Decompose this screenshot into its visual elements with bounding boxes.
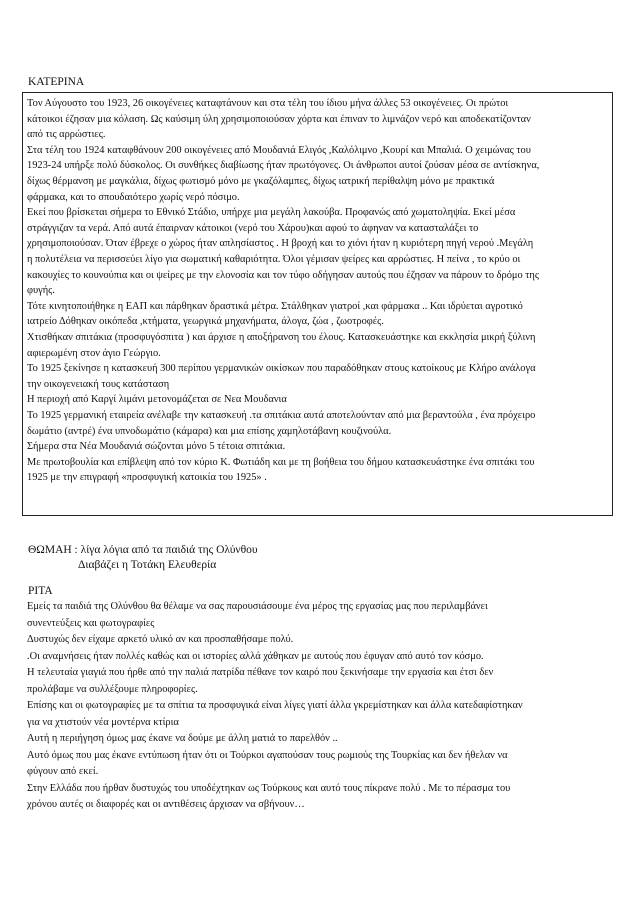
- section3-line: Επίσης και οι φωτογραφίες με τα σπίτια τα προσφυγικά είναι λίγες γιατί άλλα γκρεμίστηκαν και άλλα κατεδαφίστηκαν: [27, 700, 523, 711]
- section3-line: Αυτή η περιήγηση όμως μας έκανε να δούμε με άλλη ματιά το παρελθόν ..: [27, 733, 338, 744]
- section1-line: Το 1925 γερμανική εταιρεία ανέλαβε την κατασκευή .τα σπιτάκια αυτά αποτελούνταν από μια βεραντούλα , ένα πρόχειρο: [27, 410, 536, 421]
- speaker-thomai: ΘΩΜΑΗ : λίγα λόγια από τα παιδιά της Ολύνθου: [28, 544, 258, 556]
- section1-line: δωμάτιο (αντρέ) ένα υπνοδωμάτιο (κάμαρα) και μια επίσης χαμηλοτάβανη κουζινούλα.: [27, 425, 392, 437]
- section3-line: Στην Ελλάδα που ήρθαν δυστυχώς του υποδέχτηκαν ως Τούρκους και αυτό τους πίκρανε πολύ . Με το πέρασμα του: [27, 782, 511, 794]
- section1-line: 1923-24 υπήρξε πολύ δύσκολος. Οι συνθήκες διαβίωσης ήταν πρωτόγονες. Οι άνθρωποι αυτοί ζούσαν μέσα σε αντίσκηνα,: [27, 160, 540, 172]
- section1-line: στράγγιζαν τα νερά. Από αυτά έπαιρναν κάτοικοι (νερό του Χάρου)και αφού το άφηναν να κατασταλάξει το: [27, 222, 479, 234]
- section3-line: χρόνου αυτές οι διαφορές και οι αντιθέσεις άρχισαν να σβήνουν…: [27, 799, 305, 810]
- section3-line: Εμείς τα παιδιά της Ολύνθου θα θέλαμε να σας παρουσιάσουμε ένα μέρος της εργασίας μας που περιλαμβάνει: [27, 601, 488, 612]
- section3-line: για να χτιστούν νέα μοντέρνα κτίρια: [27, 716, 179, 728]
- section3-line: .Οι αναμνήσεις ήταν πολλές καθώς και οι ιστορίες αλλά χάθηκαν με αυτούς που έφυγαν από αυτό τον κόσμο.: [27, 650, 484, 662]
- section1-line: χρησιμοποιούσαν. Όταν έβρεχε ο χώρος ήταν απλησίαστος . Η βροχή και το χιόνι ήταν η κυριότερη πηγή νερού .Μεγάλη: [27, 238, 534, 250]
- section1-line: φυγής.: [27, 285, 55, 297]
- section1-line: Χτισθήκαν σπιτάκια (προσφυγόσπιτα ) και άρχισε η αποξήρανση του έλους. Κατασκευάστηκε και εκκλησία μικρή ξύλινη: [27, 332, 536, 343]
- section1-line: κακουχίες το κουνούπια και οι ψείρες με την ελονοσία και τον τύφο οδήγησαν αυτούς που έζησαν να πάρουν το δρόμο της: [27, 269, 539, 281]
- section3-line: φύγουν από εκεί.: [27, 766, 99, 777]
- section1-line: την οικογενειακή τους κατάσταση: [27, 378, 170, 390]
- section1-line: Η περιοχή από Καργί λιμάνι μετονομάζεται σε Νεα Μουδανια: [27, 394, 287, 406]
- speaker-rita: ΡΙΤΑ: [28, 585, 53, 597]
- section1-line: Με πρωτοβουλία και επίβλεψη από τον κύριο Κ. Φωτιάδη και με τη βοήθεια του δήμου κατασκευάστηκε ένα σπιτάκι του: [27, 456, 535, 468]
- section1-line: Το 1925 ξεκίνησε η κατασκευή 300 περίπου γερμανικών οικίσκων που παραδόθηκαν στους κατοίκους με Κλήρο ανάλογα: [27, 363, 536, 375]
- section1-line: Σήμερα στα Νέα Μουδανιά σώζονται μόνο 5 τέτοια σπιτάκια.: [27, 441, 286, 453]
- section1-line: αφιερωμένη στον άγιο Γεώργιο.: [27, 347, 161, 359]
- section1-line: κάτοικοι έζησαν μια κόλαση. Ως καύσιμη ύλη χρησιμοποιούσαν χόρτα και έπιναν το λιμνάζον νερό και αποδεκατίζονταν: [27, 113, 531, 125]
- section3-line: Αυτό όμως που μας έκανε εντύπωση ήταν ότι οι Τούρκοι αγαπούσαν τους ρωμιούς της Τουρκίας και δεν ήθελαν να: [27, 749, 508, 761]
- section1-line: Τον Αύγουστο του 1923, 26 οικογένειες καταφτάνουν και στα τέλη του ίδιου μήνα άλλες 53 οικογένειες. Οι πρώτοι: [27, 98, 509, 109]
- section1-line: Στα τέλη του 1924 καταφθάνουν 200 οικογένειες από Μουδανιά Ελιγός ,Καλόλιμνο ,Κουρί και Μπαλιά. Ο χειμώνας του: [27, 144, 531, 156]
- speaker-katerina: ΚΑΤΕΡΙΝΑ: [28, 76, 85, 88]
- section1-line: 1925 με την επιγραφή «προσφυγική κατοικία του 1925» .: [27, 472, 267, 484]
- section3-line: προλάβαμε να συλλέξουμε πληροφορίες.: [27, 683, 198, 695]
- section1-line: η πολυτέλεια να περισσεύει λίγο για σωματική καθαριότητα. Όλοι γέμισαν ψείρες και αρρώστιες. Η πείνα , το κρύο οι: [27, 254, 521, 265]
- section1-line: ιατρείο Δόθηκαν οικόπεδα ,κτήματα, γεωργικά μηχανήματα, άλογα, ζώα , ζωοτροφές.: [27, 316, 384, 328]
- section3-line: Δυστυχώς δεν είχαμε αρκετό υλικό αν και προσπαθήσαμε πολύ.: [27, 634, 294, 645]
- reader-line: Διαβάζει η Τοτάκη Ελευθερία: [78, 559, 217, 571]
- section1-line: φάρμακα, και το σπουδαιότερο χωρίς νερό πόσιμο.: [27, 191, 240, 203]
- section1-line: Τότε κινητοποιήθηκε η ΕΑΠ και πάρθηκαν δραστικά μέτρα. Στάλθηκαν γιατροί ,και φάρμακα .. Και ιδρύεται αγροτικό: [27, 300, 523, 312]
- section1-line: από τις αρρώστιες.: [27, 129, 106, 141]
- section1-line: Εκεί που βρίσκεται σήμερα το Εθνικό Στάδιο, υπήρχε μια μεγάλη λακούβα. Προφανώς από χωματοληψία. Εκεί μέσα: [27, 207, 516, 219]
- section1-line: δίχως θέρμανση με μαγκάλια, δίχως φωτισμό μόνο με γκαζόλαμπες, δίχως ιατρική περίθαλψη μόνο με πρακτικά: [27, 176, 495, 187]
- section3-line: Η τελευταία γιαγιά που ήρθε από την παλιά πατρίδα πέθανε τον καιρό που ξεκινήσαμε την εργασία και έτσι δεν: [27, 667, 494, 678]
- section3-line: συνεντεύξεις και φωτογραφίες: [27, 617, 155, 629]
